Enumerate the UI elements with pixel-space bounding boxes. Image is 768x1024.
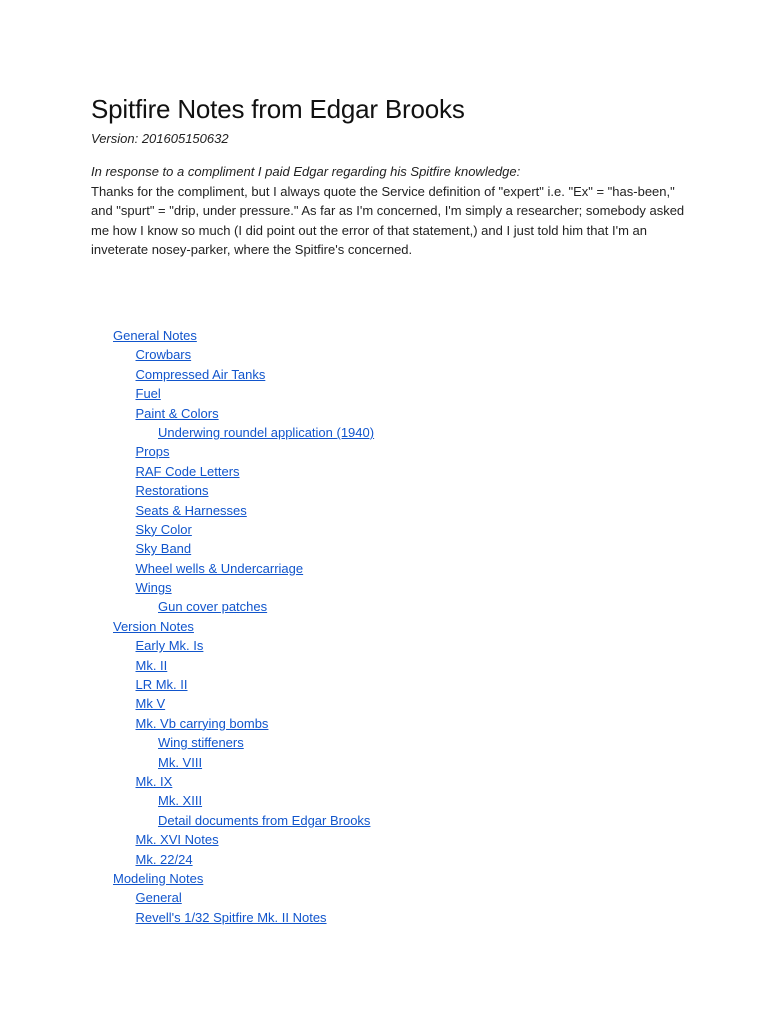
- toc-item: [113, 753, 374, 772]
- toc-item: [113, 636, 374, 655]
- toc-link-mk-viii[interactable]: Mk. VIII: [158, 754, 203, 770]
- toc-link-detail-documents-from-edgar-brooks[interactable]: Detail documents from Edgar Brooks: [158, 812, 371, 828]
- toc-item: [113, 559, 374, 578]
- toc-item: [113, 830, 374, 849]
- intro-body-text: Thanks for the compliment, but I always quote the Service definition of "expert" i.e. "Ex" = "has-been," and "spurt" = "drip, under pressure." As far as I'm concerned, I'm simply a researcher; somebody asked me how I know so much (I did point out the error of that statement,) and I just told him that I'm an inveterate nosey-parker, where the Spitfire's concerned.: [91, 183, 685, 257]
- toc-link-lr-mk-ii[interactable]: LR Mk. II: [135, 677, 188, 693]
- toc-link-revell-s-1-32-spitfire-mk-ii-notes[interactable]: Revell's 1/32 Spitfire Mk. II Notes: [135, 909, 327, 925]
- toc-item: [113, 442, 374, 461]
- toc-item: [113, 908, 374, 927]
- page-title: Spitfire Notes from Edgar Brooks: [91, 94, 465, 124]
- toc-item: [113, 597, 374, 616]
- toc-link-wheel-wells-undercarriage[interactable]: Wheel wells & Undercarriage: [135, 560, 304, 576]
- toc-item: [113, 714, 374, 733]
- version-label: Version: 201605150632: [91, 131, 229, 146]
- toc-link-sky-color[interactable]: Sky Color: [135, 521, 192, 537]
- toc-link-version-notes[interactable]: Version Notes: [113, 618, 194, 634]
- toc-link-early-mk-is[interactable]: Early Mk. Is: [135, 638, 204, 654]
- toc-item: [113, 791, 374, 810]
- toc-link-wing-stiffeners[interactable]: Wing stiffeners: [158, 735, 244, 751]
- table-of-contents: [113, 326, 374, 927]
- intro-paragraph: [91, 162, 691, 260]
- intro-italic-line: In response to a compliment I paid Edgar regarding his Spitfire knowledge:: [91, 164, 521, 179]
- toc-link-crowbars[interactable]: Crowbars: [135, 347, 192, 363]
- toc-item: [113, 578, 374, 597]
- toc-link-sky-band[interactable]: Sky Band: [135, 541, 192, 557]
- toc-link-underwing-roundel-application-1940[interactable]: Underwing roundel application (1940): [158, 424, 375, 440]
- toc-item: [113, 481, 374, 500]
- toc-item: [113, 850, 374, 869]
- toc-item: [113, 423, 374, 442]
- toc-item: [113, 772, 374, 791]
- toc-item: [113, 675, 374, 694]
- toc-link-seats-harnesses[interactable]: Seats & Harnesses: [135, 502, 247, 518]
- toc-item: [113, 404, 374, 423]
- toc-item: [113, 656, 374, 675]
- toc-link-general[interactable]: General: [135, 890, 182, 906]
- toc-item: [113, 888, 374, 907]
- toc-item: [113, 365, 374, 384]
- toc-link-mk-22-24[interactable]: Mk. 22/24: [135, 851, 193, 867]
- toc-item: [113, 617, 374, 636]
- toc-item: [113, 326, 374, 345]
- toc-link-wings[interactable]: Wings: [135, 580, 172, 596]
- toc-item: [113, 345, 374, 364]
- toc-item: [113, 811, 374, 830]
- toc-item: [113, 501, 374, 520]
- toc-link-modeling-notes[interactable]: Modeling Notes: [113, 870, 204, 886]
- toc-item: [113, 520, 374, 539]
- toc-link-fuel[interactable]: Fuel: [135, 386, 161, 402]
- toc-link-compressed-air-tanks[interactable]: Compressed Air Tanks: [135, 366, 266, 382]
- toc-link-raf-code-letters[interactable]: RAF Code Letters: [135, 463, 240, 479]
- toc-link-restorations[interactable]: Restorations: [135, 483, 209, 499]
- toc-item: [113, 733, 374, 752]
- toc-item: [113, 539, 374, 558]
- toc-item: [113, 384, 374, 403]
- document-page: [91, 92, 691, 260]
- toc-link-general-notes[interactable]: General Notes: [113, 328, 197, 343]
- toc-item: [113, 462, 374, 481]
- toc-link-mk-vb-carrying-bombs[interactable]: Mk. Vb carrying bombs: [135, 715, 269, 731]
- toc-link-mk-ix[interactable]: Mk. IX: [135, 773, 173, 789]
- toc-link-mk-v[interactable]: Mk V: [135, 696, 166, 712]
- toc-link-mk-ii[interactable]: Mk. II: [135, 657, 168, 673]
- toc-item: [113, 694, 374, 713]
- toc-link-paint-colors[interactable]: Paint & Colors: [135, 405, 219, 421]
- toc-link-props[interactable]: Props: [135, 444, 170, 460]
- toc-item: [113, 869, 374, 888]
- toc-link-gun-cover-patches[interactable]: Gun cover patches: [158, 599, 268, 615]
- toc-link-mk-xvi-notes[interactable]: Mk. XVI Notes: [135, 832, 219, 848]
- toc-link-mk-xiii[interactable]: Mk. XIII: [158, 793, 203, 809]
